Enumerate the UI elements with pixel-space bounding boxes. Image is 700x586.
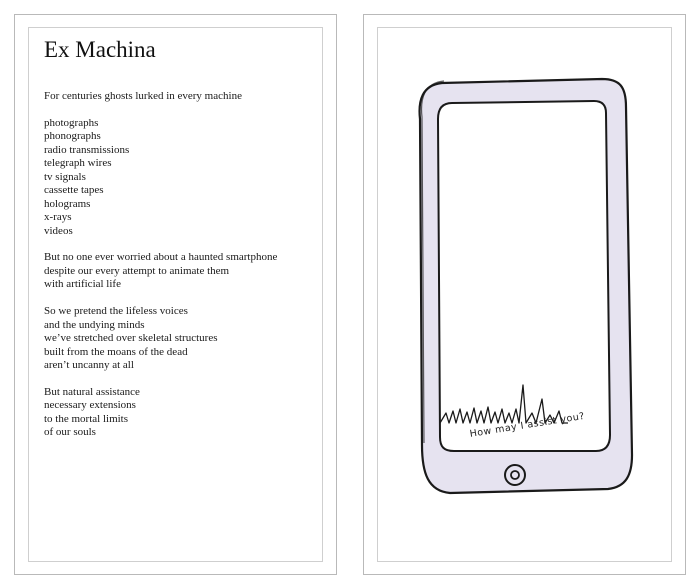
- poem-line: But no one ever worried about a haunted smartphone: [44, 251, 278, 264]
- poem-line: For centuries ghosts lurked in every machine: [44, 90, 242, 102]
- poem-line: we’ve stretched over skeletal structures: [44, 332, 218, 345]
- poem-line: aren’t uncanny at all: [44, 359, 134, 372]
- poem-line: holograms: [44, 197, 91, 210]
- poem-title: Ex Machina: [44, 37, 156, 62]
- stanza-5: [44, 386, 314, 440]
- stanza-1: [44, 90, 314, 103]
- poem-line: to the mortal limits: [44, 412, 129, 425]
- left-page: [14, 14, 337, 575]
- poem-line: necessary extensions: [44, 399, 136, 412]
- poem-line: and the undying minds: [44, 318, 145, 331]
- poem-line: tv signals: [44, 170, 86, 183]
- poem-line: radio transmissions: [44, 143, 130, 156]
- poem-line: telegraph wires: [44, 157, 112, 170]
- poem-line: with artificial life: [44, 278, 121, 291]
- smartphone-drawing: [364, 15, 687, 576]
- right-page: [363, 14, 686, 575]
- poem-line: phonographs: [44, 130, 101, 143]
- poem-line: of our souls: [44, 426, 96, 439]
- poem-body: [44, 90, 314, 453]
- stanza-4: [44, 305, 314, 372]
- poem-line: x-rays: [44, 211, 72, 224]
- smartphone-sketch-svg: [364, 15, 687, 576]
- poem-line: photographs: [44, 116, 99, 129]
- poem-line: So we pretend the lifeless voices: [44, 305, 188, 318]
- stanza-2: [44, 117, 314, 238]
- poem-line: built from the moans of the dead: [44, 345, 188, 358]
- poem-line: cassette tapes: [44, 184, 104, 197]
- stanza-3: [44, 251, 314, 291]
- poem-line: despite our every attempt to animate them: [44, 264, 230, 277]
- assistant-handwritten-prompt: How may I assist you?: [469, 410, 586, 440]
- poem-line: videos: [44, 224, 73, 237]
- poem-line: But natural assistance: [44, 385, 140, 398]
